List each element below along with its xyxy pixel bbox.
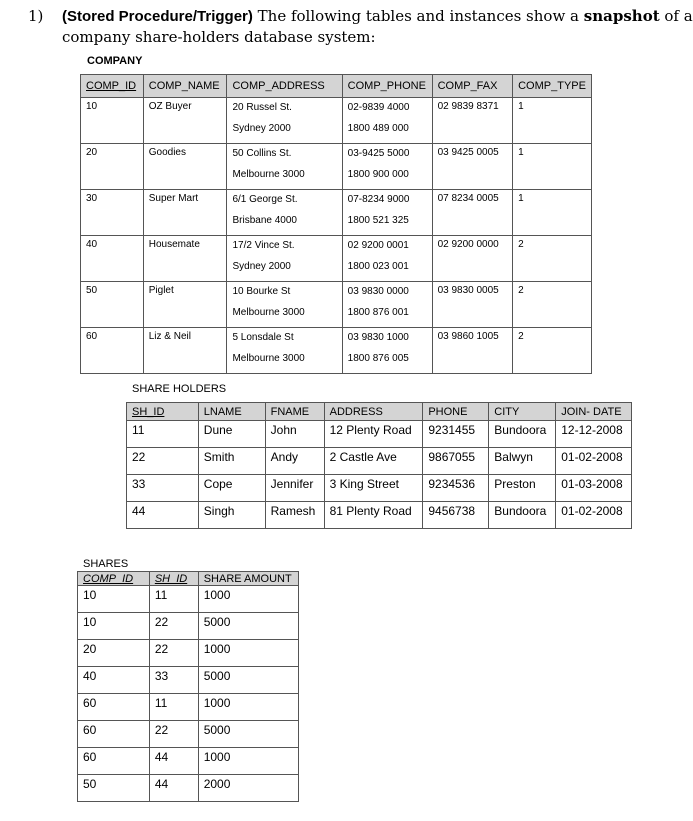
table-row: [81, 144, 592, 190]
column-header-comp-phone: COMP_PHONE: [342, 75, 432, 98]
question-text-after: of a: [664, 7, 693, 25]
table-row: [78, 586, 299, 613]
join-date-cell: 01-03-2008: [556, 475, 632, 502]
sh-id-cell: 22: [149, 613, 198, 640]
lname-cell: Singh: [198, 502, 265, 529]
phone-line: 02 9200 0001: [347, 240, 409, 251]
phone-cell: 9867055: [423, 448, 489, 475]
comp-id-cell: 60: [78, 694, 150, 721]
table-row: [127, 448, 632, 475]
address-line: 17/2 Vince St.: [232, 240, 295, 251]
share-amount-cell: 2000: [198, 775, 298, 802]
join-date-cell: 01-02-2008: [556, 502, 632, 529]
phone-line: 02-9839 4000: [347, 102, 410, 113]
phone-line: 03 9830 0000: [347, 286, 409, 297]
column-header-comp-fax: COMP_FAX: [432, 75, 513, 98]
comp-type-cell: 1: [513, 144, 592, 190]
table-row: [78, 775, 299, 802]
comp-type-cell: 1: [513, 190, 592, 236]
address-line: Sydney 2000: [232, 261, 291, 272]
share-amount-cell: 5000: [198, 667, 298, 694]
table-row: [78, 613, 299, 640]
comp-phone-cell: [342, 236, 432, 282]
address-line: 50 Collins St.: [232, 148, 292, 159]
address-cell: 12 Plenty Road: [324, 421, 423, 448]
comp-name-cell: Goodies: [143, 144, 227, 190]
shares-table: [77, 571, 299, 802]
comp-id-cell: 50: [78, 775, 150, 802]
comp-phone-cell: [342, 190, 432, 236]
comp-phone-cell: [342, 144, 432, 190]
comp-id-cell: 30: [81, 190, 144, 236]
phone-cell: 9231455: [423, 421, 489, 448]
column-header-lname: LNAME: [198, 403, 265, 421]
phone-line: 07-8234 9000: [347, 194, 410, 205]
phone-line: 1800 489 000: [347, 123, 409, 134]
table-row: [81, 98, 592, 144]
share-amount-cell: 5000: [198, 721, 298, 748]
address-line: Melbourne 3000: [232, 169, 305, 180]
lname-cell: Smith: [198, 448, 265, 475]
comp-id-cell: 60: [78, 721, 150, 748]
table-row: [81, 282, 592, 328]
sh-id-cell: 22: [127, 448, 199, 475]
column-header-comp-type: COMP_TYPE: [513, 75, 592, 98]
phone-line: 03-9425 5000: [347, 148, 410, 159]
address-line: 20 Russel St.: [232, 102, 292, 113]
table-row: [78, 694, 299, 721]
comp-type-cell: 1: [513, 98, 592, 144]
share-amount-cell: 1000: [198, 640, 298, 667]
column-header-share-amount: SHARE AMOUNT: [198, 572, 298, 586]
share-holders-table: [126, 402, 632, 529]
comp-name-cell: Super Mart: [143, 190, 227, 236]
address-cell: 2 Castle Ave: [324, 448, 423, 475]
city-cell: Bundoora: [489, 421, 556, 448]
address-cell: 3 King Street: [324, 475, 423, 502]
sh-id-cell: 33: [149, 667, 198, 694]
sh-id-cell: 11: [149, 586, 198, 613]
address-cell: 81 Plenty Road: [324, 502, 423, 529]
phone-line: 1800 023 001: [347, 261, 409, 272]
lname-cell: Dune: [198, 421, 265, 448]
address-line: Melbourne 3000: [232, 353, 305, 364]
column-header-comp-address: COMP_ADDRESS: [227, 75, 342, 98]
phone-line: 1800 521 325: [347, 215, 409, 226]
comp-id-cell: 20: [78, 640, 150, 667]
join-date-cell: 01-02-2008: [556, 448, 632, 475]
comp-id-cell: 20: [81, 144, 144, 190]
table-row: [81, 236, 592, 282]
comp-phone-cell: [342, 98, 432, 144]
sh-id-cell: 11: [149, 694, 198, 721]
question-text-before: The following tables and instances show a: [257, 7, 579, 25]
comp-id-cell: 10: [78, 613, 150, 640]
share-amount-cell: 1000: [198, 694, 298, 721]
table-row: [81, 190, 592, 236]
shares-table-label: SHARES: [83, 558, 129, 570]
comp-id-cell: 60: [81, 328, 144, 374]
fname-cell: John: [265, 421, 324, 448]
table-row: [81, 328, 592, 374]
share-holders-header-row: [127, 403, 632, 421]
question-line-1: [62, 6, 693, 27]
address-line: Brisbane 4000: [232, 215, 297, 226]
address-line: 10 Bourke St: [232, 286, 291, 297]
comp-id-cell: 10: [81, 98, 144, 144]
fname-cell: Ramesh: [265, 502, 324, 529]
comp-address-cell: [227, 98, 342, 144]
phone-cell: 9456738: [423, 502, 489, 529]
column-header-fname: FNAME: [265, 403, 324, 421]
table-row: [78, 748, 299, 775]
comp-address-cell: [227, 144, 342, 190]
comp-id-cell: 40: [81, 236, 144, 282]
phone-line: 03 9830 1000: [347, 332, 409, 343]
company-table: [80, 74, 592, 374]
comp-type-cell: 2: [513, 328, 592, 374]
comp-type-cell: 2: [513, 236, 592, 282]
city-cell: Balwyn: [489, 448, 556, 475]
city-cell: Bundoora: [489, 502, 556, 529]
sh-id-cell: 44: [149, 775, 198, 802]
table-row: [127, 421, 632, 448]
column-header-phone: PHONE: [423, 403, 489, 421]
phone-line: 1800 900 000: [347, 169, 409, 180]
comp-address-cell: [227, 328, 342, 374]
address-line: 6/1 George St.: [232, 194, 298, 205]
comp-type-cell: 2: [513, 282, 592, 328]
phone-line: 1800 876 005: [347, 353, 409, 364]
fname-cell: Andy: [265, 448, 324, 475]
table-row: [78, 721, 299, 748]
question-bold-word: snapshot: [583, 7, 660, 25]
comp-address-cell: [227, 190, 342, 236]
comp-id-cell: 40: [78, 667, 150, 694]
column-header-address: ADDRESS: [324, 403, 423, 421]
question-number: 1): [28, 7, 44, 25]
column-header-sh-id: SH_ID: [149, 572, 198, 586]
share-holders-table-label: SHARE HOLDERS: [132, 383, 227, 395]
comp-name-cell: Piglet: [143, 282, 227, 328]
table-row: [78, 667, 299, 694]
table-row: [78, 640, 299, 667]
address-line: Sydney 2000: [232, 123, 291, 134]
comp-fax-cell: 03 9860 1005: [432, 328, 513, 374]
comp-fax-cell: 07 8234 0005: [432, 190, 513, 236]
comp-id-cell: 10: [78, 586, 150, 613]
comp-fax-cell: 03 9425 0005: [432, 144, 513, 190]
comp-address-cell: [227, 282, 342, 328]
comp-fax-cell: 02 9200 0000: [432, 236, 513, 282]
comp-id-cell: 50: [81, 282, 144, 328]
column-header-city: CITY: [489, 403, 556, 421]
sh-id-cell: 44: [149, 748, 198, 775]
sh-id-cell: 22: [149, 640, 198, 667]
question-line-2: company share-holders database system:: [62, 28, 376, 46]
sh-id-cell: 33: [127, 475, 199, 502]
column-header-comp-id: COMP_ID: [81, 75, 144, 98]
phone-cell: 9234536: [423, 475, 489, 502]
comp-phone-cell: [342, 328, 432, 374]
share-amount-cell: 1000: [198, 586, 298, 613]
address-line: 5 Lonsdale St: [232, 332, 294, 343]
table-row: [127, 502, 632, 529]
lname-cell: Cope: [198, 475, 265, 502]
column-header-join-date: JOIN- DATE: [556, 403, 632, 421]
comp-address-cell: [227, 236, 342, 282]
shares-header-row: [78, 572, 299, 586]
column-header-sh-id: SH_ID: [127, 403, 199, 421]
join-date-cell: 12-12-2008: [556, 421, 632, 448]
comp-fax-cell: 02 9839 8371: [432, 98, 513, 144]
address-line: Melbourne 3000: [232, 307, 305, 318]
share-amount-cell: 5000: [198, 613, 298, 640]
phone-line: 1800 876 001: [347, 307, 409, 318]
comp-fax-cell: 03 9830 0005: [432, 282, 513, 328]
sh-id-cell: 44: [127, 502, 199, 529]
comp-name-cell: Liz & Neil: [143, 328, 227, 374]
table-row: [127, 475, 632, 502]
question-tag: (Stored Procedure/Trigger): [62, 8, 253, 25]
company-table-label: COMPANY: [87, 55, 143, 67]
comp-name-cell: Housemate: [143, 236, 227, 282]
share-amount-cell: 1000: [198, 748, 298, 775]
city-cell: Preston: [489, 475, 556, 502]
sh-id-cell: 11: [127, 421, 199, 448]
comp-name-cell: OZ Buyer: [143, 98, 227, 144]
fname-cell: Jennifer: [265, 475, 324, 502]
column-header-comp-id: COMP_ID: [78, 572, 150, 586]
comp-phone-cell: [342, 282, 432, 328]
comp-id-cell: 60: [78, 748, 150, 775]
column-header-comp-name: COMP_NAME: [143, 75, 227, 98]
sh-id-cell: 22: [149, 721, 198, 748]
company-header-row: [81, 75, 592, 98]
